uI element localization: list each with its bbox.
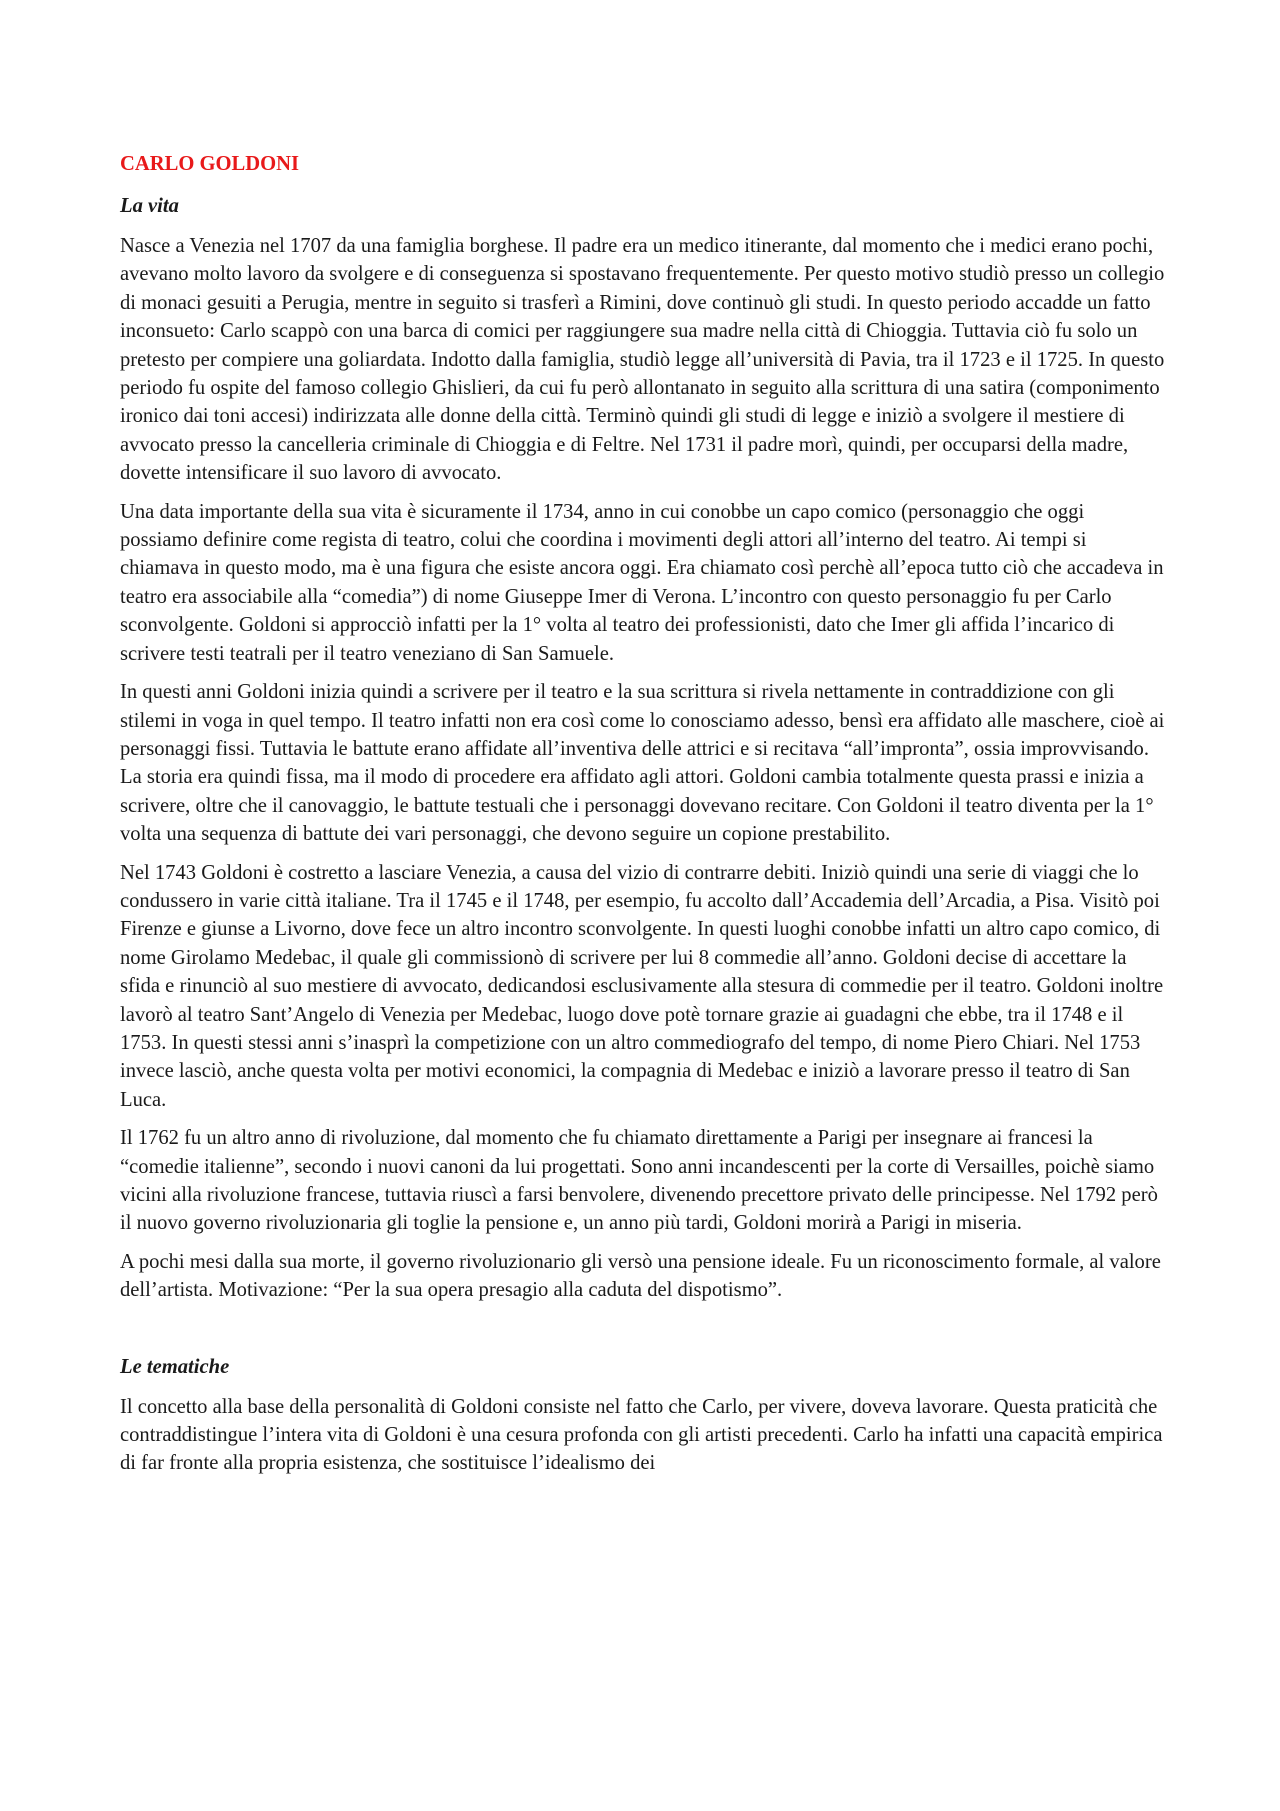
- document-title: CARLO GOLDONI: [120, 153, 300, 175]
- paragraph: Nasce a Venezia nel 1707 da una famiglia borghese. Il padre era un medico itinerante, dal momento che i medici erano pochi, avevano molto lavoro da svolgere e di conseguenza si spostavano frequentemente. Per questo motivo studiò presso un collegio di monaci gesuiti a Perugia, mentre in seguito si trasferì a Rimini, dove continuò gli studi. In questo periodo accadde un fatto inconsueto: Carlo scappò con una barca di comici per raggiungere sua madre nella città di Chioggia. Tuttavia ciò fu solo un pretesto per compiere una goliardata. Indotto dalla famiglia, studiò legge all’università di Pavia, tra il 1723 e il 1725. In questo periodo fu ospite del famoso collegio Ghislieri, da cui fu però allontanato in seguito alla scrittura di una satira (componimento ironico dai toni accesi) indirizzata alle donne della città. Terminò quindi gli studi di legge e iniziò a svolgere il mestiere di avvocato presso la cancelleria criminale di Chioggia e di Feltre. Nel 1731 il padre morì, quindi, per occuparsi della madre, dovette intensificare il suo lavoro di avvocato.: [120, 235, 1165, 485]
- paragraph: Una data importante della sua vita è sicuramente il 1734, anno in cui conobbe un capo comico (personaggio che oggi possiamo definire come regista di teatro, colui che coordina i movimenti degli attori all’interno del teatro. Ai tempi si chiamava in questo modo, ma è una figura che esiste ancora oggi. Era chiamato così perchè all’epoca tutto ciò che accadeva in teatro era associabile alla “comedia”) di nome Giuseppe Imer di Verona. L’incontro con questo personaggio fu per Carlo sconvolgente. Goldoni si approcciò infatti per la 1° volta al teatro dei professionisti, dato che Imer gli affida l’incarico di scrivere testi teatrali per il teatro veneziano di San Samuele.: [120, 500, 1164, 665]
- document-page: [120, 150, 1165, 1488]
- paragraph: In questi anni Goldoni inizia quindi a scrivere per il teatro e la sua scrittura si rivela nettamente in contraddizione con gli stilemi in voga in quel tempo. Il teatro infatti non era così come lo conosciamo adesso, bensì era affidato alle maschere, cioè ai personaggi fissi. Tuttavia le battute erano affidate all’inventiva delle attrici e si recitava “all’impronta”, ossia improvvisando. La storia era quindi fissa, ma il modo di procedere era affidato agli attori. Goldoni cambia totalmente questa prassi e inizia a scrivere, oltre che il canovaggio, le battute testuali che i personaggi dovevano recitare. Con Goldoni il teatro diventa per la 1° volta una sequenza di battute dei vari personaggi, che devono seguire un copione prestabilito.: [120, 681, 1165, 846]
- section-heading-le-tematiche: Le tematiche: [120, 1355, 230, 1378]
- section-heading-la-vita: La vita: [120, 195, 179, 217]
- paragraph: Il 1762 fu un altro anno di rivoluzione, dal momento che fu chiamato direttamente a Parigi per insegnare ai francesi la “comedie italienne”, secondo i nuovi canoni da lui progettati. Sono anni incandescenti per la corte di Versailles, poichè siamo vicini alla rivoluzione francese, tuttavia riuscì a farsi benvolere, divenendo precettore privato delle principesse. Nel 1792 però il nuovo governo rivoluzionaria gli toglie la pensione e, un anno più tardi, Goldoni morirà a Parigi in miseria.: [120, 1127, 1158, 1235]
- paragraph: Il concetto alla base della personalità di Goldoni consiste nel fatto che Carlo, per vivere, doveva lavorare. Questa praticità che contraddistingue l’intera vita di Goldoni è una cesura profonda con gli artisti precedenti. Carlo ha infatti una capacità empirica di far fronte alla propria esistenza, che sostituisce l’idealismo dei: [120, 1395, 1163, 1475]
- paragraph: A pochi mesi dalla sua morte, il governo rivoluzionario gli versò una pensione ideale. Fu un riconoscimento formale, al valore dell’artista. Motivazione: “Per la sua opera presagio alla caduta del dispotismo”.: [120, 1250, 1161, 1302]
- paragraph: Nel 1743 Goldoni è costretto a lasciare Venezia, a causa del vizio di contrarre debiti. Iniziò quindi una serie di viaggi che lo condussero in varie città italiane. Tra il 1745 e il 1748, per esempio, fu accolto dall’Accademia dell’Arcadia, a Pisa. Visitò poi Firenze e giunse a Livorno, dove fece un altro incontro sconvolgente. In questi luoghi conobbe infatti un altro capo comico, di nome Girolamo Medebac, il quale gli commissionò di scrivere per lui 8 commedie all’anno. Goldoni decise di accettare la sfida e rinunciò al suo mestiere di avvocato, dedicandosi esclusivamente alla stesura di commedie per il teatro. Goldoni inoltre lavorò al teatro Sant’Angelo di Venezia per Medebac, luogo dove potè tornare grazie ai guadagni che ebbe, tra il 1748 e il 1753. In questi stessi anni s’inasprì la competizione con un altro commediografo del tempo, di nome Piero Chiari. Nel 1753 invece lasciò, anche questa volta per motivi economici, la compagnia di Medebac e iniziò a lavorare presso il teatro di San Luca.: [120, 861, 1164, 1111]
